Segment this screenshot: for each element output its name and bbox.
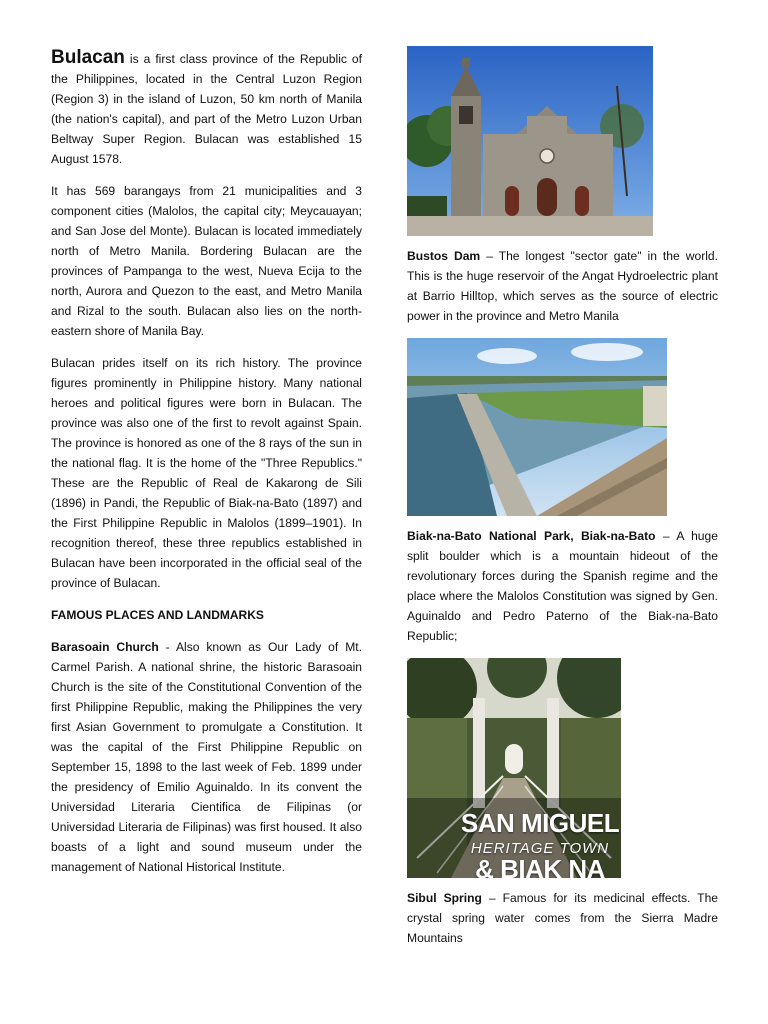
place-name: Sibul Spring xyxy=(407,891,482,905)
place-separator: – xyxy=(655,529,677,543)
place-biak-na-bato xyxy=(407,526,718,646)
section-heading: FAMOUS PLACES AND LANDMARKS xyxy=(51,608,264,622)
right-column xyxy=(407,46,718,948)
dam-illustration xyxy=(407,338,667,516)
place-separator: – xyxy=(480,249,499,263)
bridge-photo xyxy=(407,658,621,878)
overlay-title-line3: & BIAK NA xyxy=(475,854,605,878)
intro-paragraph xyxy=(51,48,362,169)
dam-photo xyxy=(407,338,667,516)
place-separator: - xyxy=(158,640,176,654)
history-paragraph: Bulacan prides itself on its rich history. The province figures prominently in Philippine history. Many national heroes and political figures were born in Bulacan. The province was also one of the first to revolt against Spain. The province is honored as one of the 8 rays of the sun in the national flag. It is the home of the "Three Republics." These are the Republic of Real de Kakarong de Sili (1896) in Pandi, the Republic of Biak-na-Bato (1897) and the First Philippine Republic in Malolos (1899–1901). In recognition thereof, these three republics established in Bulacan have been incorporated in the official seal of the province of Bulacan. xyxy=(51,356,362,590)
place-separator: – xyxy=(481,891,503,905)
left-column xyxy=(51,48,362,877)
overlay-title-line2: HERITAGE TOWN xyxy=(470,840,610,857)
church-photo xyxy=(407,46,653,236)
intro-text: is a first class province of the Republic of the Philippines, located in the Central Luzon Region (Region 3) in the island of Luzon, 50 km north of Manila (the nation's capital), and part of the Metro Luzon Urban Beltway Super Region. Bulacan was established 15 August 1578. xyxy=(51,52,362,166)
place-description: Also known as Our Lady of Mt. Carmel Parish. A national shrine, the historic Barasoain Church is the site of the Constitutional Convention of the first Philippine Republic, making the Philippines the very first Asian Government to promulgate a Constitution. It was the capital of the First Philippine Republic on September 15, 1898 to the last week of Feb. 1899 under the presidency of Emilio Aguinaldo. In its convent the Universidad Literaria Cientifica de Filipinas (or Universidad Literaria de Filipinas) was first housed. It also boasts of a light and sound museum under the management of National Historical Institute. xyxy=(51,640,362,874)
place-sibul-spring xyxy=(407,888,718,948)
place-description: Famous for its medicinal effects. The crystal spring water comes from the Sierra Madre Mountains xyxy=(407,891,719,945)
overlay-title-line1: SAN MIGUEL xyxy=(460,808,620,838)
place-bustos-dam xyxy=(407,246,718,326)
geography-paragraph: It has 569 barangays from 21 municipalities and 3 component cities (Malolos, the capital city; Meycauayan; and San Jose del Monte). Bulacan is located immediately north of Metro Manila. Bordering Bulacan are the provinces of Pampanga to the west, Nueva Ecija to the north, Aurora and Quezon to the east, and Metro Manila and Rizal to the south. Bulacan also lies on the north-eastern shore of Manila Bay. xyxy=(51,184,362,338)
province-name: Bulacan xyxy=(51,47,125,68)
place-barasoain xyxy=(51,637,362,877)
church-illustration xyxy=(407,46,653,236)
place-name: Bustos Dam xyxy=(407,249,481,263)
place-name: Biak-na-Bato National Park, Biak-na-Bato xyxy=(407,529,656,543)
place-description: The longest "sector gate" in the world. This is the huge reservoir of the Angat Hydroelectric plant at Barrio Hilltop, which serves as the source of electric power in the province and Metro Manila xyxy=(407,249,718,323)
place-name: Barasoain Church xyxy=(51,640,159,654)
place-description: A huge split boulder which is a mountain hideout of the revolutionary forces during the Spanish regime and the place where the Malolos Constitution was signed by Gen. Aguinaldo and Pedro Paterno of the Biak-na-Bato Republic; xyxy=(407,529,718,643)
